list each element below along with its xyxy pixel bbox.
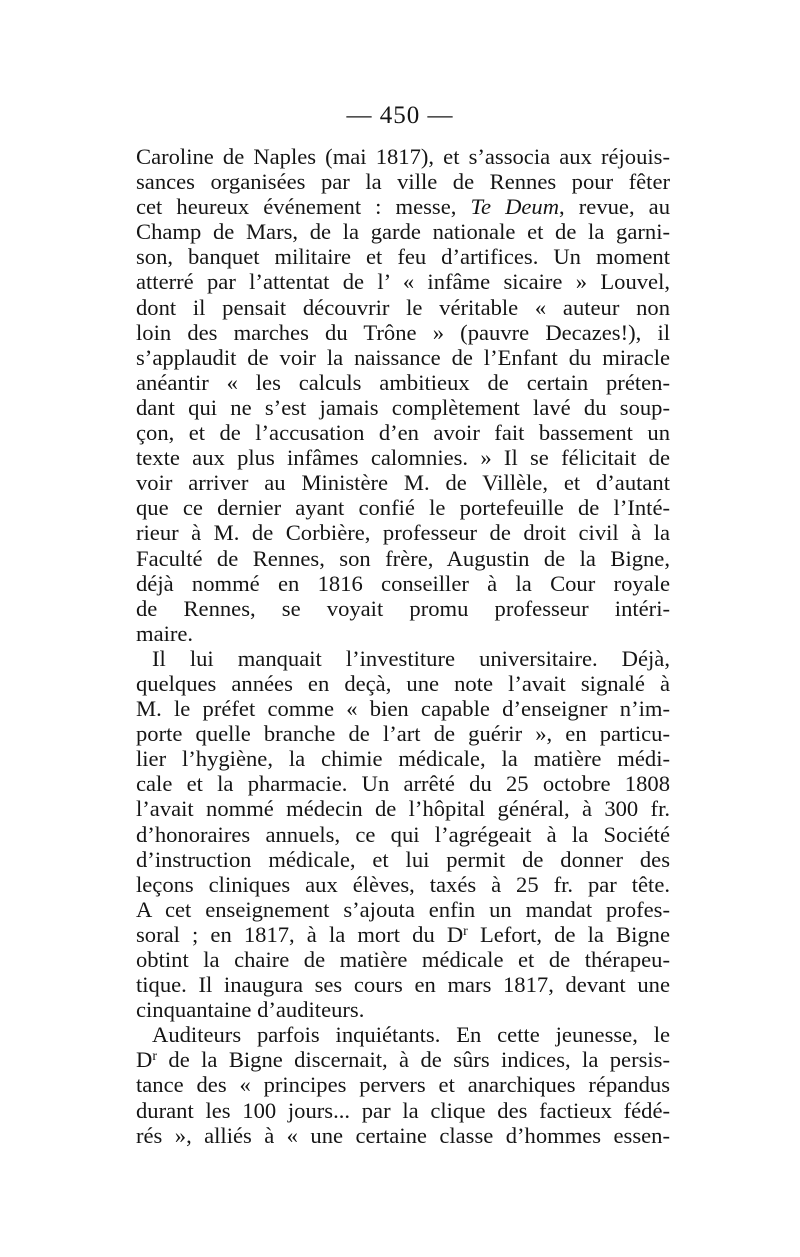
text-line: l’avait nommé médecin de l’hôpital général, à 300 fr. [136,796,670,822]
text-line: texte aux plus infâmes calomnies. » Il se félicitait de [136,445,670,471]
text-line: de Rennes, se voyait promu professeur intéri- [136,595,670,621]
text-line: dant qui ne s’est jamais complètement lavé du soup- [136,394,670,420]
text-line: Faculté de Rennes, son frère, Augustin de la Bigne, [136,545,670,571]
text-line: porte quelle branche de l’art de guérir », en particu- [136,721,670,747]
text-line [136,194,670,219]
text-line: lier l’hygiène, la chimie médicale, la matière médi- [136,746,670,772]
text-line: loin des marches du Trône » (pauvre Decazes!), il [136,319,670,345]
text-fragment: soral ; en 1817, à la mort du D [136,921,464,947]
text-fragment: D [136,1047,153,1073]
text-line: M. le préfet comme « bien capable d’enseigner n’im- [136,696,670,722]
text-line: rieur à M. de Corbière, professeur de droit civil à la [136,520,670,546]
text-line: anéantir « les calculs ambitieux de certain préten- [136,369,670,395]
text-line: d’instruction médicale, et lui permit de donner des [136,846,670,872]
text-line [136,922,670,947]
text-line: çon, et de l’accusation d’en avoir fait bassement un [136,420,670,446]
text-fragment: de la Bigne discernait, à de sûrs indices, la persis- [157,1047,670,1073]
text-line: leçons cliniques aux élèves, taxés à 25 fr. par tête. [136,871,670,897]
paragraph-start-line: Auditeurs parfois inquiétants. En cette jeunesse, le [152,1022,670,1048]
text-line: tique. Il inaugura ses cours en mars 1817, devant une [136,972,670,998]
text-line: tance des « principes pervers et anarchiques répandus [136,1072,670,1098]
text-line: A cet enseignement s’ajouta enfin un mandat profes- [136,896,670,922]
text-line: quelques années en deçà, une note l’avait signalé à [136,670,670,696]
text-line: que ce dernier ayant confié le portefeuille de l’Inté- [136,495,670,521]
text-line: sances organisées par la ville de Rennes pour fêter [136,169,670,195]
text-line: rés », alliés à « une certaine classe d’hommes essen- [136,1122,670,1148]
text-line: cale et la pharmacie. Un arrêté du 25 octobre 1808 [136,771,670,797]
page-number: — 450 — [346,102,454,129]
text-line: d’honoraires annuels, ce qui l’agrégeait à la Société [136,821,670,847]
text-line: durant les 100 jours... par la clique des factieux fédé- [136,1097,670,1123]
text-line: voir arriver au Ministère M. de Villèle, et d’autant [136,470,670,496]
superscript: r [152,1049,157,1065]
text-line: Champ de Mars, de la garde nationale et de la garni- [136,219,670,245]
text-fragment: , revue, au [559,194,670,220]
text-line: Caroline de Naples (mai 1817), et s’associa aux réjouis- [136,144,670,169]
text-line: son, banquet militaire et feu d’artifices. Un moment [136,244,670,270]
text-line: maire. [136,620,194,646]
text-fragment: Lefort, de la Bigne [467,921,670,947]
text-line [136,1047,670,1072]
text-line: s’applaudit de voir la naissance de l’Enfant du miracle [136,344,670,370]
text-line: déjà nommé en 1816 conseiller à la Cour royale [136,570,670,596]
text-fragment: cet heureux événement : messe, [136,194,471,220]
paragraph-start-line: Il lui manquait l’investiture universitaire. Déjà, [152,645,670,671]
text-line: obtint la chaire de matière médicale et de thérapeu- [136,947,670,972]
text-line: atterré par l’attentat de l’ « infâme sicaire » Louvel, [136,269,670,295]
text-line: dont il pensait découvrir le véritable « auteur non [136,294,670,320]
text-line: cinquantaine d’auditeurs. [136,997,365,1023]
superscript: r [463,923,468,939]
body-text [136,144,670,1148]
italic-latin-term: Te Deum [470,194,560,220]
